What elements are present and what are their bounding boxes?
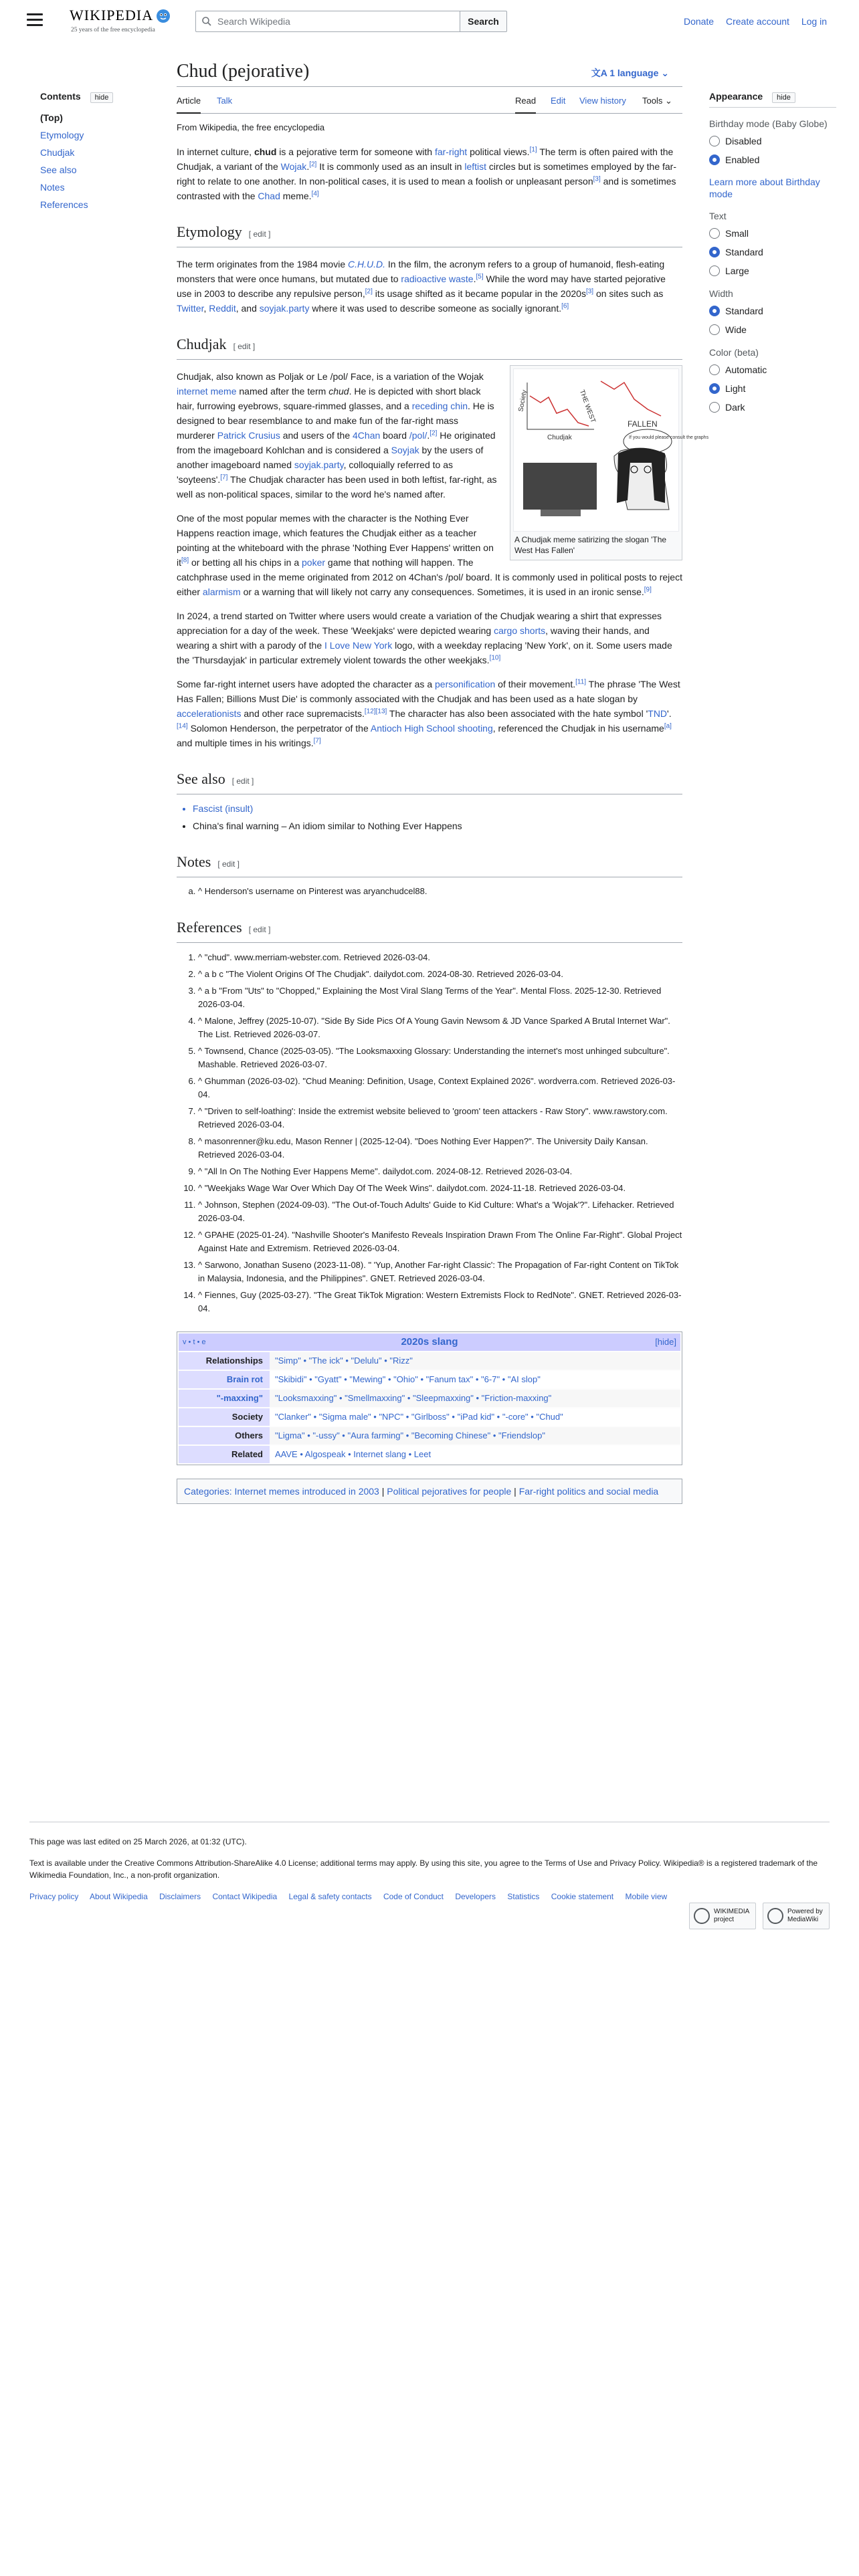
chudjak-paragraph-3: In 2024, a trend started on Twitter where users would create a variation of the Chudjak wearing a shirt that expresses appreciation for a day of the week. These 'Weekjaks' were depicted wearing cargo shorts, waving their hands, and wearing a shirt with a parody of the I Love New York logo, with a weekday replacing 'New York', on it. Some users made the 'Thursdayjak' in particular extremely violent towards the other weekjaks.[10] [177,611,672,665]
navbox-vte-links[interactable]: v • t • e [183,1338,206,1346]
heading-references-text: References [177,919,242,936]
tab-edit[interactable]: Edit [551,96,566,106]
navbox-list[interactable]: "Looksmaxxing" • "Smellmaxxing" • "Sleepmaxxing" • "Friction-maxxing" [270,1390,680,1407]
meme-graph-line [530,396,589,426]
appearance-heading [709,91,836,108]
heading-etymology [177,222,682,247]
badge-text: Powered by MediaWiki [787,1908,823,1923]
image-caption: A Chudjak meme satirizing the slogan 'The West Has Fallen' [514,535,667,555]
logo-wordmark: WIKIPEDIA [70,7,154,23]
language-button[interactable] [591,66,669,80]
meme-drawing [514,369,709,532]
license-text: Text is available under the Creative Commons Attribution-ShareAlike 4.0 License; additional terms may apply. By using this site, you agree to the Terms of Use and Privacy Policy. Wikipedia® is a registered trademark of the Wikimedia Foundation, Inc., a non-profit organization. [29,1858,818,1880]
width-label: Width [709,288,733,299]
meme-label-fallen: FALLEN [628,419,658,429]
heading-see-also [177,769,682,794]
translate-icon: 文A [591,68,610,78]
etymology-paragraph: The term originates from the 1984 movie C.H.U.D. In the film, the acronym refers to a group of humanoid, flesh-eating monsters that were once humans, but mutated due to radioactive waste.[5] While the word may have started pejorative use in 2003 to describe any repulsive person,[2] its usage shifted as it became popular in the 2020s[3] on sites such as Twitter, Reddit, and soyjak.party where it was used to describe someone as socially ignorant.[6] [177,259,666,314]
appearance-title: Appearance [709,91,763,102]
chad-link[interactable]: Chad [258,191,280,201]
login-link[interactable]: Log in [801,16,827,27]
alarmism-link[interactable]: alarmism [202,586,241,597]
text-large-option[interactable] [709,264,836,278]
wojak-link[interactable]: Wojak [280,161,307,172]
navbox-header [179,1333,680,1351]
categories-label[interactable]: Categories: [184,1486,232,1497]
navbox-hide-button[interactable]: [hide] [655,1337,676,1347]
navbox-group: Society [179,1408,270,1426]
poker-link[interactable]: poker [302,557,326,568]
navbox-2020s-slang [177,1331,682,1465]
see-also-item[interactable]: • Fascist (insult) [193,801,682,816]
reference-item: 6. ^ Ghumman (2026-03-02). "Chud Meaning: Definition, Usage, Context Explained 2026". wordverra.com. Retrieved 2026-03-04. [198,1075,682,1101]
heading-see-also-text: See also [177,770,225,787]
donate-link[interactable]: Donate [683,16,714,27]
reference-item: 11. ^ Johnson, Stephen (2024-09-03). "The Out-of-Touch Adults' Guide to Kid Culture: What's a 'Wojak'?". Lifehacker. Retrieved 2026-03-04. [198,1198,682,1225]
user-links [674,16,827,27]
radioactive-waste-link[interactable]: radioactive waste [401,274,474,284]
reference-item: 2. ^ a b c "The Violent Origins Of The Chudjak". dailydot.com. 2024-08-30. Retrieved 2026-03-04. [198,968,682,981]
tab-view-history[interactable]: View history [579,96,626,106]
text-standard-option[interactable] [709,245,836,259]
chevron-down-icon: ⌄ [662,96,672,106]
text-small-option[interactable] [709,227,836,240]
meme-stand [541,510,581,516]
note-item: a. ^ Henderson's username on Pinterest was aryanchudcel88. [198,884,682,899]
soyjak-party-link[interactable]: soyjak.party [259,303,310,314]
meme-label-society: Society [517,389,529,413]
color-automatic-option[interactable] [709,363,836,377]
toc-item-notes[interactable]: Notes [40,182,65,193]
meme-monitor [523,463,597,510]
wikipedia-logo[interactable] [70,7,177,36]
tab-talk[interactable]: Talk [217,96,233,106]
option-label: Disabled [725,136,762,146]
toc-title: Contents [40,91,81,102]
personification-link[interactable]: personification [435,679,496,689]
birthday-mode-label: Birthday mode (Baby Globe) [709,118,828,129]
option-label: Large [725,265,749,276]
toc-item-chudjak[interactable]: Chudjak [40,147,75,158]
chudjak-paragraph-4: Some far-right internet users have adopted the character as a personification of their movement.[11] The phrase 'The West Has Fallen; Billions Must Die' is commonly associated with the Chudjak and has been used as a hate slogan by accelerationists and other race supremacists.[12][13] The character has also been associated with the hate symbol 'TND'.[14] Solomon Henderson, the perpetrator of the Antioch High School shooting, referenced the Chudjak in his username[a] and multiple times in his writings.[7] [177,678,680,748]
category-links: Categories: Internet memes introduced in 2003 | Political pejoratives for people | Far-right politics and social media [177,1479,682,1504]
notes-list [177,884,682,899]
option-label: Wide [725,324,747,335]
radio-checked-icon[interactable] [709,383,720,394]
reference-item: 7. ^ "Driven to self-loathing': Inside the extremist website believed to 'groom' teen attackers - Raw Story". www.rawstory.com. Retrieved 2026-03-04. [198,1105,682,1132]
create-account-link[interactable]: Create account [726,16,789,27]
patrick-crusius-link[interactable]: Patrick Crusius [217,430,280,441]
language-count: 1 language [609,68,659,78]
reddit-link[interactable]: Reddit [209,303,236,314]
navbox-list[interactable]: "Clanker" • "Sigma male" • "NPC" • "Girlboss" • "iPad kid" • "-core" • "Chud" [270,1408,680,1426]
option-label: Automatic [725,364,767,375]
cargo-shorts-link[interactable]: cargo shorts [494,625,546,636]
navbox-row [179,1390,680,1407]
footer-link[interactable]: Disclaimers [159,1892,201,1901]
accelerationists-link[interactable]: accelerationists [177,708,242,719]
twitter-link[interactable]: Twitter [177,303,204,314]
heading-references [177,918,682,943]
table-of-contents [40,91,154,217]
navbox-group: Related [179,1446,270,1463]
toc-heading [40,91,154,103]
width-standard-option[interactable] [709,304,836,318]
mediawiki-logo-icon [767,1908,783,1924]
learn-more-birthday-link[interactable]: Learn more about Birthday mode [709,177,820,199]
see-also-list [177,801,682,833]
tnd-link[interactable]: TND [648,708,668,719]
radio-icon[interactable] [709,228,720,239]
search-form [195,11,507,32]
navbox-list[interactable]: "Simp" • "The ick" • "Delulu" • "Rizz" [270,1352,680,1370]
soyjak-link[interactable]: Soyjak [391,445,419,455]
radio-checked-icon[interactable] [709,306,720,316]
toc-item-etymology[interactable]: Etymology [40,130,84,140]
leftist-link[interactable]: leftist [464,161,487,172]
page-tabs [177,87,682,114]
chudjak-paragraph-2: One of the most popular memes with the character is the Nothing Ever Happens reaction image, which features the Chudjak either as a teacher pointing at the whiteboard with the phrase 'Nothing Ever Happens' written on it[8] or betting all his chips in a poker game that nothing will happen. The catchphrase used in the meme originated from 2012 on 4Chan's /pol/ board. It is commonly used in political posts to reject either alarmism or a warning that will likely not carry any consequences. Sometimes, it is used in an ironic sense.[9] [177,513,682,597]
site-header [0,0,859,43]
4chan-link[interactable]: 4Chan [353,430,381,441]
antioch-shooting-link[interactable]: Antioch High School shooting [370,723,493,734]
option-label: Small [725,228,749,239]
radio-icon[interactable] [709,402,720,413]
footer-link[interactable]: Cookie statement [551,1892,614,1901]
navbox-row [179,1446,680,1463]
reference-item: 9. ^ "All In On The Nothing Ever Happens Meme". dailydot.com. 2024-08-12. Retrieved 2026-03-04. [198,1165,682,1178]
tools-label: Tools [642,96,663,106]
main-menu-icon[interactable] [27,13,43,27]
radio-icon[interactable] [709,136,720,146]
toc-list [40,112,154,210]
birthday-enabled-option[interactable] [709,153,836,167]
footer-link[interactable]: Mobile view [625,1892,668,1901]
navbox-rows [179,1352,680,1463]
heading-etymology-text: Etymology [177,223,242,240]
meme-graph-line-2 [601,381,661,416]
meme-speech-text: If you would please consult the graphs [629,435,709,440]
meme-label-the-west: THE WEST [577,389,597,424]
color-light-option[interactable] [709,382,836,395]
tab-article[interactable]: Article [177,94,201,114]
reference-item: 13. ^ Sarwono, Jonathan Suseno (2023-11-08). " 'Yup, Another Far-right Classic': The Propagation of Far-right Content on TikTok in Malaysia, Indonesia, and the Philippines". GNET. Retrieved 2026-03-04. [198,1259,682,1285]
toc-item-top[interactable]: (Top) [40,112,63,123]
reference-item: 1. ^ "chud". www.merriam-webster.com. Retrieved 2026-03-04. [198,951,682,964]
soyjak-party-link-2[interactable]: soyjak.party [294,459,344,470]
page-title: Chud (pejorative) [177,61,310,82]
tab-read[interactable]: Read [515,94,536,114]
reference-item: 5. ^ Townsend, Chance (2025-03-05). "The Looksmaxxing Glossary: Understanding the internet's most unhinged subculture". Mashable. Retrieved 2026-03-07. [198,1045,682,1071]
see-also-item[interactable]: • China's final warning – An idiom similar to Nothing Ever Happens [193,819,682,833]
radio-icon[interactable] [709,324,720,335]
search-button[interactable]: Search [460,11,507,32]
receding-chin-link[interactable]: receding chin [411,401,468,411]
heading-notes [177,852,682,877]
navbox-list[interactable]: "Ligma" • "-ussy" • "Aura farming" • "Becoming Chinese" • "Friendslop" [270,1427,680,1444]
navbox-group: Relationships [179,1352,270,1370]
reference-item: 12. ^ GPAHE (2025-01-24). "Nashville Shooter's Manifesto Reveals Inspiration Drawn From The Online Far-Right". Global Project Against Hate and Extremism. Retrieved 2026-03-04. [198,1228,682,1255]
footer-link[interactable]: Contact Wikipedia [212,1892,278,1901]
chevron-down-icon: ⌄ [658,68,669,78]
navbox-group[interactable]: Brain rot [179,1371,270,1388]
footer-link[interactable]: Privacy policy [29,1892,79,1901]
color-dark-option[interactable] [709,401,836,414]
edit-section-link[interactable]: [ edit ] [217,859,240,869]
far-right-link[interactable]: far-right [434,146,468,157]
heading-notes-text: Notes [177,853,211,870]
chudjak-figure [510,365,709,560]
width-wide-option[interactable] [709,323,836,336]
logo-tagline: 25 years of the free encyclopedia [71,27,155,33]
footer-link[interactable]: Developers [455,1892,496,1901]
navbox-row [179,1408,680,1426]
edit-section-link[interactable]: [ edit ] [248,229,271,239]
option-label: Light [725,383,746,394]
heading-chudjak-text: Chudjak [177,336,227,352]
pol-link[interactable]: /pol/ [409,430,427,441]
radio-icon[interactable] [709,265,720,276]
wikimedia-badge[interactable] [689,1903,756,1929]
color-label: Color (beta) [709,347,759,358]
navbox-row [179,1352,680,1370]
option-label: Enabled [725,154,760,165]
references-list [177,951,682,1315]
category-link[interactable]: Far-right politics and social media [518,1486,659,1497]
page-footer [29,1822,830,1923]
chud-movie-link[interactable]: C.H.U.D. [348,259,386,270]
radio-checked-icon[interactable] [709,247,720,257]
text-size-label: Text [709,211,727,221]
reference-item: 4. ^ Malone, Jeffrey (2025-10-07). "Side By Side Pics Of A Young Gavin Newsom & JD Vance Sparked A Brutal Internet War". The List. Retrieved 2026-03-07. [198,1014,682,1041]
birthday-disabled-option[interactable] [709,134,836,148]
badge-text: WIKIMEDIA project [714,1908,749,1923]
radio-icon[interactable] [709,364,720,375]
footer-link[interactable]: About Wikipedia [90,1892,148,1901]
article-content [177,59,709,1504]
reference-item: 8. ^ masonrenner@ku.edu, Mason Renner | (2025-12-04). "Does Nothing Ever Happen?". The University Daily Kansan. Retrieved 2026-03-04. [198,1135,682,1162]
chudjak-meme-image[interactable] [513,368,709,532]
edit-section-link[interactable]: [ edit ] [248,925,271,934]
navbox-list[interactable]: "Skibidi" • "Gyatt" • "Mewing" • "Ohio" • "Fanum tax" • "6-7" • "AI slop" [270,1371,680,1388]
option-label: Dark [725,402,745,413]
wikimedia-logo-icon [694,1908,710,1924]
tools-menu[interactable] [642,94,672,108]
toc-item-references[interactable]: References [40,199,88,210]
appearance-panel [709,91,836,414]
reference-item: 14. ^ Fiennes, Guy (2025-03-27). "The Great TikTok Migration: Western Extremists Flock to RedNote". GNET. Retrieved 2026-03-04. [198,1289,682,1315]
i-love-new-york-link[interactable]: I Love New York [324,640,393,651]
meme-label-chudjak: Chudjak [547,434,572,441]
option-label: Standard [725,306,763,316]
mediawiki-badge[interactable] [763,1903,830,1929]
radio-checked-icon[interactable] [709,154,720,165]
chudjak-paragraph-1: Chudjak, also known as Poljak or Le /pol/ Face, is a variation of the Wojak internet meme named after the term chud. He is depicted with short black hair, furrowing eyebrows, square-rimmed glasses, and a receding chin. He is designed to bear resemblance to and make fun of the far-right mass murderer Patrick Crusius and users of the 4Chan board /pol/.[2] He originated from the imageboard Kohlchan and is considered a Soyjak by the users of another imageboard named soyjak.party, colloquially referred to as 'soyteens'.[7] The Chudjak character has been used in both leftist, far-right, as well as non-political spaces, similar to the word he's named after. [177,371,497,500]
navbox-row [179,1427,680,1444]
navbox-title[interactable]: 2020s slang [401,1336,458,1348]
footer-link[interactable]: Statistics [507,1892,540,1901]
navbox-list[interactable]: AAVE • Algospeak • Internet slang • Leet [270,1446,680,1463]
search-input[interactable] [195,11,460,32]
navbox-group: Others [179,1427,270,1444]
footer-link[interactable]: Code of Conduct [383,1892,444,1901]
category-link[interactable]: Political pejoratives for people [387,1486,512,1497]
option-label: Standard [725,247,763,257]
last-edited: This page was last edited on 25 March 2026, at 01:32 (UTC). [29,1837,247,1846]
lead-paragraph: In internet culture, chud is a pejorative term for someone with far-right political views.[1] The term is often paired with the Chudjak, a variant of the Wojak.[2] It is commonly used as an insult in leftist circles but is sometimes employed by the far-right to relate to one another. In non-political cases, it is used to mean a foolish or unpleasant person[3] and is sometimes contrasted with the Chad meme.[4] [177,146,677,201]
footer-badges [689,1903,830,1929]
footer-link[interactable]: Legal & safety contacts [288,1892,372,1901]
title-row [177,59,682,87]
internet-meme-link[interactable]: internet meme [177,386,237,397]
heading-chudjak [177,334,682,360]
category-link[interactable]: Internet memes introduced in 2003 [234,1486,379,1497]
toc-item-see-also[interactable]: See also [40,165,77,175]
navbox-row [179,1371,680,1388]
edit-section-link[interactable]: [ edit ] [233,342,256,351]
appearance-hide-button[interactable]: hide [772,92,795,103]
toc-hide-button[interactable]: hide [90,92,114,103]
reference-item: 3. ^ a b "From "Uts" to "Chopped," Explaining the Most Viral Slang Terms of the Year". Mental Floss. 2025-12-30. Retrieved 2026-03-04. [198,984,682,1011]
baby-globe-icon [155,8,171,24]
edit-section-link[interactable]: [ edit ] [231,776,254,786]
from-wikipedia: From Wikipedia, the free encyclopedia [177,122,325,132]
search-icon [202,17,211,26]
navbox-group[interactable]: "-maxxing" [179,1390,270,1407]
footer-links [29,1891,830,1903]
reference-item: 10. ^ "Weekjaks Wage War Over Which Day Of The Week Wins". dailydot.com. 2024-11-18. Retrieved 2026-03-04. [198,1182,682,1195]
